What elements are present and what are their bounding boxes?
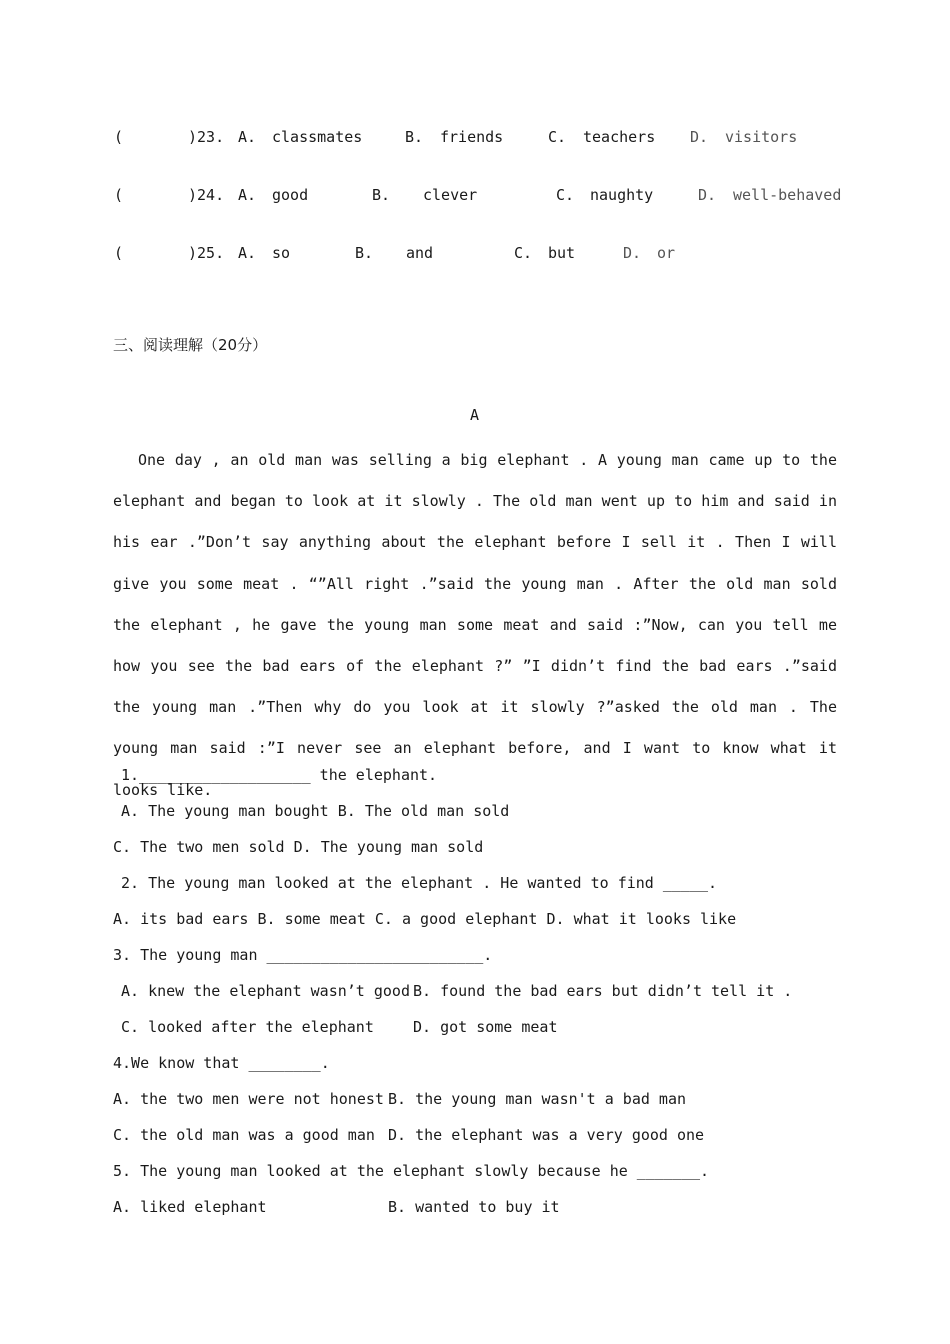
option-c-label: C. [556, 186, 575, 204]
question-2: 2. The young man looked at the elephant . He wanted to find _____. [121, 874, 718, 892]
option-c-text: but [548, 244, 576, 262]
option-c-label: C. [514, 244, 533, 262]
question-5-option-b: B. wanted to buy it [388, 1198, 560, 1216]
answer-paren-open: ( [114, 244, 124, 262]
question-2-options: A. its bad ears B. some meat C. a good elephant D. what it looks like [113, 910, 737, 928]
question-3-option-c: C. looked after the elephant [121, 1018, 374, 1036]
section-heading: 三、阅读理解（20分） [113, 336, 268, 354]
option-a-text: classmates [272, 128, 363, 146]
question-3-option-b: B. found the bad ears but didn’t tell it . [413, 982, 793, 1000]
option-a-text: so [272, 244, 291, 262]
option-c-text: teachers [583, 128, 656, 146]
question-number: )23. [188, 128, 225, 146]
option-a-label: A. [238, 128, 257, 146]
question-1: 1.___________________ the elephant. [121, 766, 438, 784]
option-c-text: naughty [590, 186, 654, 204]
question-3-option-a: A. knew the elephant wasn’t good [121, 982, 410, 1000]
option-a-label: A. [238, 244, 257, 262]
option-b-text: clever [423, 186, 478, 204]
reading-passage: One day , an old man was selling a big elephant . A young man came up to the elephant and began to look at it slowly . The old man went up to him and said in his ear .”Don’t say anything about the elephant before I sell it . Then I will give you some meat . “”All right .”said the young man . After the old man sold the elephant , he gave the young man some meat and said :”Now, can you tell me how you see the bad ears of the elephant ?” ”I didn’t find the bad ears .”said the young man .”Then why do you look at it slowly ?”asked the old man . The young man said :”I never see an elephant before, and I want to know what it looks like. [113, 451, 837, 799]
option-c-label: C. [548, 128, 567, 146]
question-4: 4.We know that ________. [113, 1054, 330, 1072]
option-b-label: B. [372, 186, 391, 204]
question-5-option-a: A. liked elephant [113, 1198, 267, 1216]
option-b-text: friends [440, 128, 504, 146]
question-1-options-cd: C. The two men sold D. The young man sold [113, 838, 484, 856]
question-number: )25. [188, 244, 225, 262]
question-number: )24. [188, 186, 225, 204]
option-d-label: D. [690, 128, 709, 146]
question-1-options-ab: A. The young man bought B. The old man sold [121, 802, 510, 820]
option-a-text: good [272, 186, 309, 204]
answer-paren-open: ( [114, 128, 124, 146]
option-b-text: and [406, 244, 434, 262]
question-4-option-b: B. the young man wasn't a bad man [388, 1090, 687, 1108]
question-3-option-d: D. got some meat [413, 1018, 558, 1036]
question-5: 5. The young man looked at the elephant slowly because he _______. [113, 1162, 710, 1180]
question-4-option-d: D. the elephant was a very good one [388, 1126, 705, 1144]
question-3: 3. The young man ________________________. [113, 946, 493, 964]
option-a-label: A. [238, 186, 257, 204]
option-d-label: D. [623, 244, 642, 262]
option-b-label: B. [355, 244, 374, 262]
option-b-label: B. [405, 128, 424, 146]
option-d-text: well-behaved [733, 186, 842, 204]
question-4-option-c: C. the old man was a good man [113, 1126, 375, 1144]
option-d-label: D. [698, 186, 717, 204]
option-d-text: or [657, 244, 676, 262]
option-d-text: visitors [725, 128, 798, 146]
passage-label: A [470, 406, 480, 424]
question-4-option-a: A. the two men were not honest [113, 1090, 384, 1108]
answer-paren-open: ( [114, 186, 124, 204]
